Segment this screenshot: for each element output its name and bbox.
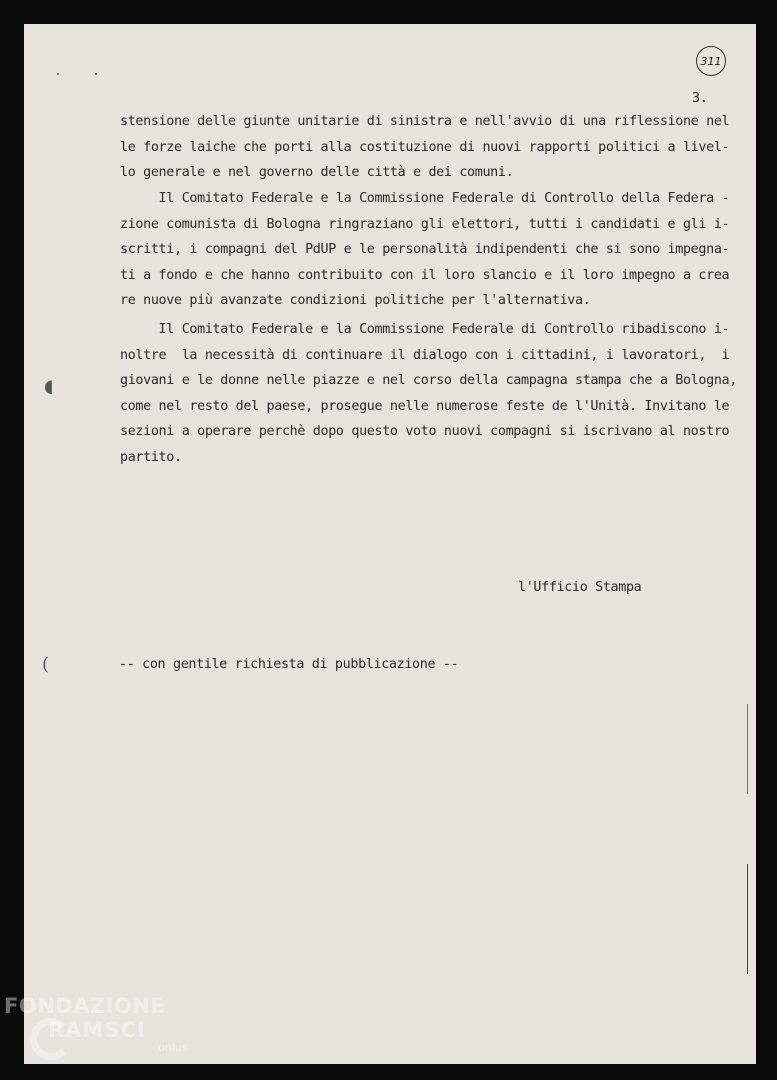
- document-page: [24, 24, 756, 1064]
- paragraph-1: stensione delle giunte unitarie di sinistra e nell'avvio di una riflessione nel le forze laiche che porti alla costituzione di nuovi rapporti politici a livel- lo generale e nel governo delle città e dei comuni.: [120, 114, 730, 180]
- footer-note: -- con gentile richiesta di pubblicazione --: [119, 657, 459, 672]
- archive-number-stamp: [696, 46, 726, 76]
- page-edge-line: [747, 864, 748, 974]
- punch-hole-mark: ◖: [44, 376, 54, 397]
- watermark-line-2: RAMSCI: [48, 1018, 146, 1042]
- signature: l'Ufficio Stampa: [518, 580, 642, 595]
- page-number: 3.: [692, 91, 708, 106]
- page-edge-line: [747, 704, 748, 794]
- watermark-line-1: FONDAZIONE: [4, 994, 166, 1018]
- punch-hole-mark: (: [42, 654, 50, 675]
- fondazione-gramsci-watermark: [4, 994, 187, 1054]
- watermark-line-3: onlus: [158, 1041, 188, 1054]
- watermark-g-icon: [30, 1018, 72, 1060]
- archive-number: 311: [700, 54, 722, 68]
- paragraph-2: Il Comitato Federale e la Commissione Federale di Controllo della Federa - zione comunista di Bologna ringraziano gli elettori, tutti i candidati e gli i- scritti, i compagni del PdUP e le personalità indipendenti che si sono impegna- ti a fondo e che hanno contribuito con il loro slancio e il loro impegno a crea re nuove più avanzate condizioni politiche per l'alternativa.: [120, 191, 730, 308]
- paragraph-3: Il Comitato Federale e la Commissione Federale di Controllo ribadiscono i- noltre la necessità di continuare il dialogo con i cittadini, i lavoratori, i giovani e le donne nelle piazze e nel corso della campagna stampa che a Bologna, come nel resto del paese, prosegue nelle numerose feste de l'Unità. Invitano le sezioni a operare perchè dopo questo voto nuovi compagni si iscrivano al nostro partito.: [120, 322, 737, 465]
- paper-specks: [30, 46, 110, 81]
